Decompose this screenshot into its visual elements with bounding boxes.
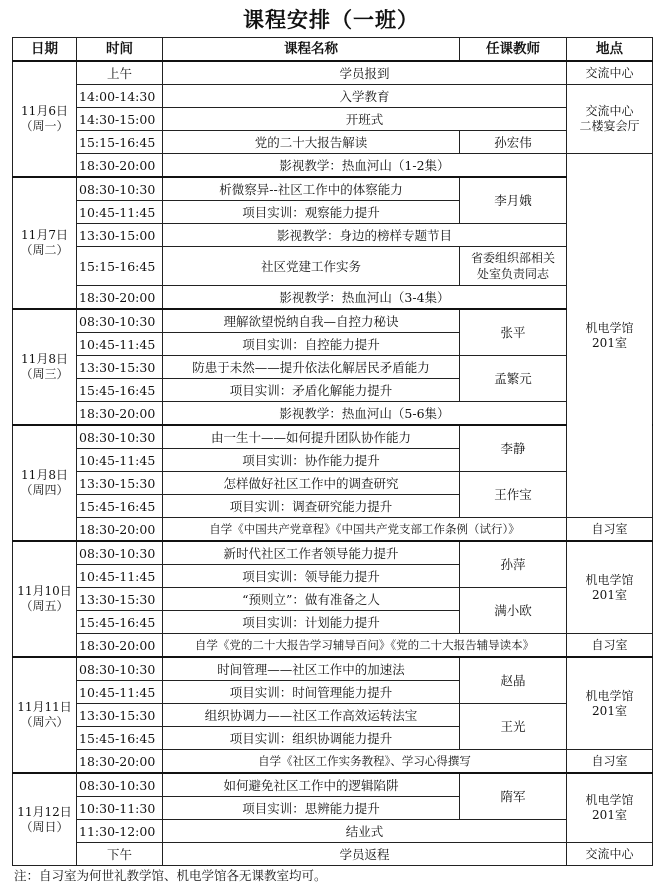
place-cell: 自习室 [567, 518, 653, 542]
table-row [13, 820, 653, 843]
course-cell: 自学《中国共产党章程》《中国共产党支部工作条例（试行）》 [163, 518, 567, 542]
weekday-line: （周一） [20, 119, 69, 133]
course-cell: 自学《党的二十大报告学习辅导百问》《党的二十大报告辅导读本》 [163, 634, 567, 658]
table-row [13, 588, 653, 611]
teacher-cell: 赵晶 [460, 657, 567, 704]
time-cell: 18:30-20:00 [77, 286, 163, 310]
course-cell: 理解欲望悦纳自我—自控力秘诀 [163, 309, 460, 333]
table-row [13, 704, 653, 727]
course-cell: 项目实训：思辨能力提升 [163, 797, 460, 820]
course-cell: 影视教学：热血河山（1-2集） [163, 154, 567, 178]
footnote: 注：自习室为何世礼教学馆、机电学馆各无课教室均可。 [14, 868, 327, 883]
time-cell: 08:30-10:30 [77, 177, 163, 201]
table-row [13, 657, 653, 681]
place-line: 201室 [592, 587, 627, 602]
teacher-cell: 王作宝 [460, 472, 567, 518]
table-row [13, 131, 653, 154]
course-cell: 怎样做好社区工作中的调查研究 [163, 472, 460, 495]
place-line: 机电学馆 [585, 688, 634, 703]
table-row [13, 750, 653, 774]
place-line: 201室 [592, 808, 627, 822]
course-cell: 防患于未然——提升依法化解居民矛盾能力 [163, 356, 460, 379]
place-line: 交流中心 [585, 104, 634, 118]
teacher-cell [460, 247, 567, 286]
teacher-cell: 孙萍 [460, 541, 567, 588]
table-header-row [13, 38, 653, 62]
place-cell: 自习室 [567, 634, 653, 658]
place-line: 二楼宴会厅 [579, 119, 640, 133]
place-line: 机电学馆 [585, 793, 634, 807]
time-cell: 08:30-10:30 [77, 541, 163, 565]
time-cell: 08:30-10:30 [77, 309, 163, 333]
time-cell: 15:15-16:45 [77, 247, 163, 286]
course-cell: 项目实训：自控能力提升 [163, 333, 460, 356]
time-cell: 13:30-15:30 [77, 704, 163, 727]
header-place: 地点 [567, 38, 653, 62]
course-cell: 学员报到 [163, 61, 567, 85]
time-cell: 15:45-16:45 [77, 727, 163, 750]
place-line: 机电学馆 [585, 320, 634, 335]
teacher-line: 省委组织部相关 [470, 251, 555, 265]
table-row [13, 634, 653, 658]
course-cell: 开班式 [163, 108, 567, 131]
time-cell: 13:30-15:30 [77, 472, 163, 495]
table-row [13, 177, 653, 201]
teacher-cell: 孙宏伟 [460, 131, 567, 154]
header-course: 课程名称 [163, 38, 460, 62]
place-cell [567, 85, 653, 154]
time-cell: 08:30-10:30 [77, 773, 163, 797]
teacher-cell: 隋军 [460, 773, 567, 820]
course-cell: 影视教学：热血河山（5-6集） [163, 402, 567, 426]
time-cell: 14:00-14:30 [77, 85, 163, 108]
table-row [13, 309, 653, 333]
time-cell: 13:30-15:00 [77, 224, 163, 247]
table-row [13, 61, 653, 85]
date-cell [13, 61, 77, 177]
table-row [13, 843, 653, 866]
time-cell: 15:45-16:45 [77, 611, 163, 634]
table-row [13, 108, 653, 131]
date-line: 11月7日 [21, 228, 68, 242]
course-cell: 入学教育 [163, 85, 567, 108]
weekday-line: （周六） [20, 715, 69, 729]
teacher-cell: 王光 [460, 704, 567, 750]
teacher-cell: 满小欧 [460, 588, 567, 634]
table-row [13, 85, 653, 108]
time-cell: 10:45-11:45 [77, 201, 163, 224]
course-cell: “预则立”：做有准备之人 [163, 588, 460, 611]
course-cell: 项目实训：组织协调能力提升 [163, 727, 460, 750]
time-cell: 18:30-20:00 [77, 402, 163, 426]
weekday-line: （周二） [20, 243, 69, 257]
place-cell: 自习室 [567, 750, 653, 774]
time-cell: 14:30-15:00 [77, 108, 163, 131]
time-cell: 13:30-15:30 [77, 588, 163, 611]
course-cell: 新时代社区工作者领导能力提升 [163, 541, 460, 565]
teacher-cell: 孟繁元 [460, 356, 567, 402]
table-row [13, 356, 653, 379]
course-cell: 如何避免社区工作中的逻辑陷阱 [163, 773, 460, 797]
weekday-line: （周四） [20, 483, 69, 497]
time-cell: 15:45-16:45 [77, 379, 163, 402]
header-time: 时间 [77, 38, 163, 62]
teacher-cell: 李静 [460, 425, 567, 472]
time-cell: 10:30-11:30 [77, 797, 163, 820]
time-cell: 10:45-11:45 [77, 333, 163, 356]
course-cell: 项目实训：观察能力提升 [163, 201, 460, 224]
table-row [13, 425, 653, 449]
date-cell [13, 773, 77, 866]
date-line: 11月11日 [17, 700, 72, 714]
time-cell: 13:30-15:30 [77, 356, 163, 379]
weekday-line: （周五） [20, 599, 69, 613]
time-cell: 11:30-12:00 [77, 820, 163, 843]
schedule-table [12, 37, 653, 866]
place-cell: 交流中心 [567, 843, 653, 866]
course-cell: 项目实训：计划能力提升 [163, 611, 460, 634]
weekday-line: （周三） [20, 367, 69, 381]
course-cell: 析微察异--社区工作中的体察能力 [163, 177, 460, 201]
course-cell: 结业式 [163, 820, 567, 843]
course-cell: 党的二十大报告解读 [163, 131, 460, 154]
place-line: 201室 [592, 335, 627, 350]
date-cell [13, 657, 77, 773]
course-cell: 社区党建工作实务 [163, 247, 460, 286]
table-row [13, 472, 653, 495]
time-cell: 18:30-20:00 [77, 634, 163, 658]
table-row [13, 518, 653, 542]
time-cell: 15:45-16:45 [77, 495, 163, 518]
place-cell [567, 773, 653, 843]
course-cell: 由一生十——如何提升团队协作能力 [163, 425, 460, 449]
place-cell [567, 541, 653, 634]
time-cell: 10:45-11:45 [77, 449, 163, 472]
time-cell: 18:30-20:00 [77, 750, 163, 774]
date-line: 11月12日 [17, 804, 72, 819]
course-cell: 时间管理——社区工作中的加速法 [163, 657, 460, 681]
course-cell: 项目实训：调查研究能力提升 [163, 495, 460, 518]
time-cell: 18:30-20:00 [77, 154, 163, 178]
course-cell: 项目实训：矛盾化解能力提升 [163, 379, 460, 402]
teacher-cell: 李月娥 [460, 177, 567, 224]
time-cell: 08:30-10:30 [77, 657, 163, 681]
table-row [13, 286, 653, 310]
table-row [13, 154, 653, 178]
place-cell [567, 154, 653, 518]
header-date: 日期 [13, 38, 77, 62]
header-teacher: 任课教师 [460, 38, 567, 62]
date-cell [13, 309, 77, 425]
date-line: 11月8日 [21, 352, 68, 366]
course-cell: 自学《社区工作实务教程》、学习心得撰写 [163, 750, 567, 774]
date-cell [13, 177, 77, 309]
teacher-line: 处室负责同志 [476, 267, 549, 281]
course-cell: 影视教学：热血河山（3-4集） [163, 286, 567, 310]
date-line: 11月6日 [21, 104, 68, 118]
place-cell [567, 657, 653, 750]
teacher-cell: 张平 [460, 309, 567, 356]
date-cell [13, 541, 77, 657]
table-row [13, 773, 653, 797]
table-row [13, 541, 653, 565]
time-cell: 10:45-11:45 [77, 681, 163, 704]
time-cell: 15:15-16:45 [77, 131, 163, 154]
date-line: 11月8日 [21, 468, 68, 482]
place-cell: 交流中心 [567, 61, 653, 85]
place-line: 机电学馆 [585, 572, 634, 587]
time-cell: 上午 [77, 61, 163, 85]
time-cell: 18:30-20:00 [77, 518, 163, 542]
course-cell: 组织协调力——社区工作高效运转法宝 [163, 704, 460, 727]
course-cell: 项目实训：时间管理能力提升 [163, 681, 460, 704]
table-row [13, 402, 653, 426]
course-cell: 项目实训：协作能力提升 [163, 449, 460, 472]
course-cell: 项目实训：领导能力提升 [163, 565, 460, 588]
table-row [13, 247, 653, 286]
table-row [13, 224, 653, 247]
time-cell: 下午 [77, 843, 163, 866]
time-cell: 08:30-10:30 [77, 425, 163, 449]
weekday-line: （周日） [20, 819, 69, 834]
time-cell: 10:45-11:45 [77, 565, 163, 588]
course-cell: 影视教学：身边的榜样专题节目 [163, 224, 567, 247]
course-cell: 学员返程 [163, 843, 567, 866]
date-cell [13, 425, 77, 541]
date-line: 11月10日 [17, 584, 72, 598]
place-line: 201室 [592, 703, 627, 718]
page-title: 课程安排（一班） [243, 7, 419, 32]
